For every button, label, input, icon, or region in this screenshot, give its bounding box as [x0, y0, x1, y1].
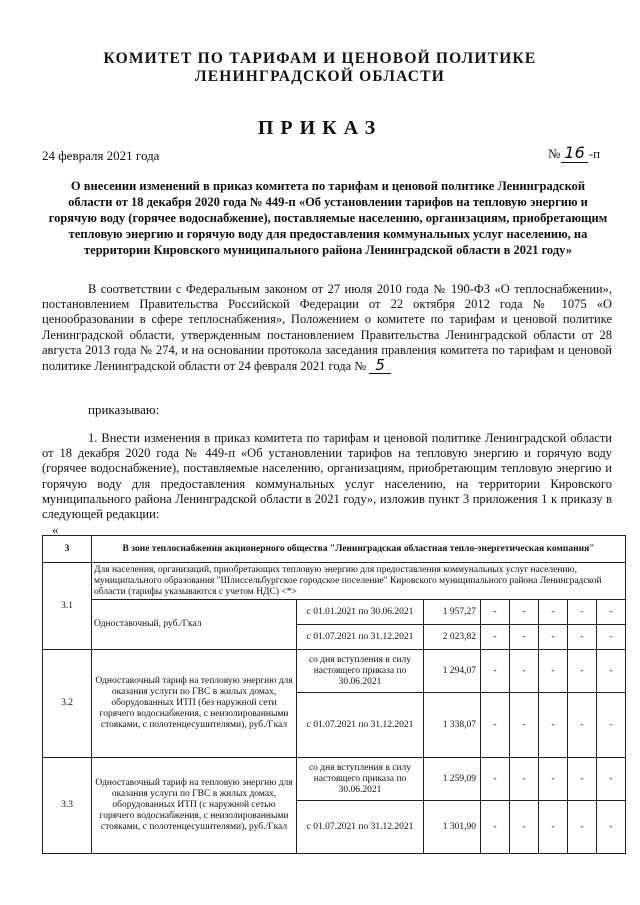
dash-cell: - — [568, 625, 597, 650]
committee-header — [0, 50, 640, 86]
order-date: 24 февраля 2021 года — [42, 148, 160, 163]
dash-cell: - — [510, 650, 539, 693]
number-prefix: № — [548, 146, 561, 161]
dash-cell: - — [568, 650, 597, 693]
value-cell: 1 259,09 — [424, 758, 481, 801]
order-word: приказываю: — [88, 402, 160, 417]
dash-cell: - — [597, 600, 626, 625]
dash-cell: - — [481, 801, 510, 854]
handwritten-number: 16 — [561, 143, 587, 163]
tariff-description: Одноставочный тариф на тепловую энергию для оказания услуги по ГВС в жилых домах, оборудованных ИТП (без наружной сети горячего водоснабжения, с неизолированными стояками, с полотенцесушителями), руб./Гкал — [92, 650, 297, 758]
dash-cell: - — [510, 625, 539, 650]
section-number: 3 — [43, 536, 92, 563]
header-line-2: ЛЕНИНГРАДСКОЙ ОБЛАСТИ — [195, 68, 445, 85]
dash-cell: - — [510, 758, 539, 801]
dash-cell: - — [539, 625, 568, 650]
value-cell: 2 023,82 — [424, 625, 481, 650]
dash-cell: - — [597, 758, 626, 801]
table-row — [43, 650, 626, 693]
row-number: 3.2 — [43, 650, 92, 758]
tariff-description: Одноставочный, руб./Гкал — [92, 600, 297, 650]
table-row — [43, 600, 626, 625]
dash-cell: - — [568, 801, 597, 854]
dash-cell: - — [568, 758, 597, 801]
dash-cell: - — [510, 801, 539, 854]
period-cell: с 01.01.2021 по 30.06.2021 — [297, 600, 424, 625]
table-row — [43, 758, 626, 801]
period-cell: с 01.07.2021 по 31.12.2021 — [297, 625, 424, 650]
dash-cell: - — [539, 650, 568, 693]
dash-cell: - — [539, 758, 568, 801]
period-cell: с 01.07.2021 по 31.12.2021 — [297, 801, 424, 854]
tariff-table — [42, 535, 626, 854]
value-cell: 1 338,07 — [424, 693, 481, 758]
dash-cell: - — [597, 693, 626, 758]
open-quote: « — [52, 522, 59, 537]
period-cell: с 01.07.2021 по 31.12.2021 — [297, 693, 424, 758]
row-number: 3.3 — [43, 758, 92, 854]
dash-cell: - — [597, 650, 626, 693]
table-row — [43, 536, 626, 563]
dash-cell: - — [539, 600, 568, 625]
dash-cell: - — [597, 625, 626, 650]
section-title: В зоне теплоснабжения акционерного общества "Ленинградская областная тепло-энергетическая компания" — [92, 536, 626, 563]
dash-cell: - — [481, 600, 510, 625]
preamble-text: В соответствии с Федеральным законом от 27 июля 2010 года № 190-ФЗ «О теплоснабжении», постановлением Правительства Российской Федерации от 22 октября 2012 года № 1075 «О ценообразовании в сфере теплоснабжения», Положением о комитете по тарифам и ценовой политике Ленинградской области, утвержденным постановлением Правительства Ленинградской области от 28 августа 2013 года № 274, и на основании протокола заседания правления комитета по тарифам и ценовой политике Ленинградской области от 24 февраля 2021 года № — [42, 282, 612, 374]
dash-cell: - — [597, 801, 626, 854]
order-title: ПРИКАЗ — [257, 117, 383, 139]
item-1-paragraph — [42, 431, 612, 522]
dash-cell: - — [510, 600, 539, 625]
dash-cell: - — [510, 693, 539, 758]
dash-cell: - — [539, 801, 568, 854]
header-line-1: КОМИТЕТ ПО ТАРИФАМ И ЦЕНОВОЙ ПОЛИТИКЕ — [103, 50, 537, 67]
order-number — [548, 143, 600, 163]
dash-cell: - — [568, 693, 597, 758]
dash-cell: - — [568, 600, 597, 625]
number-suffix: -п — [588, 146, 601, 161]
group-description: Для населения, организаций, приобретающих тепловую энергию для предоставления коммунальных услуг населению, муниципального образования "Шлиссельбургское городское поселение" Кировского муниципального района Ленинградской области (тарифы указываются с учетом НДС) <*> — [92, 563, 626, 600]
dash-cell: - — [481, 650, 510, 693]
dash-cell: - — [539, 693, 568, 758]
period-cell: со дня вступления в силу настоящего приказа по 30.06.2021 — [297, 758, 424, 801]
order-subject: О внесении изменений в приказ комитета по тарифам и ценовой политике Ленинградской области от 18 декабря 2020 года № 449-п «Об установлении тарифов на тепловую энергию и горячую воду (горячее водоснабжение), поставляемые населению, организациям, приобретающим тепловую энергию и горячую воду для предоставления коммунальных услуг населению, на территории Кировского муниципального района Ленинградской области в 2021 году» — [48, 179, 608, 257]
value-cell: 1 301,90 — [424, 801, 481, 854]
value-cell: 1 294,07 — [424, 650, 481, 693]
dash-cell: - — [481, 625, 510, 650]
item-1-text: 1. Внести изменения в приказ комитета по тарифам и ценовой политике Ленинградской области от 18 декабря 2020 года № 449-п «Об установлении тарифов на тепловую энергию и горячую воду (горячее водоснабжение), поставляемые населению, организациям, приобретающим тепловую энергию и горячую воду для предоставления коммунальных услуг населению, на территории Кировского муниципального района Ленинградской области в 2021 году», изложив пункт 3 приложения 1 к приказу в следующей редакции: — [42, 431, 612, 522]
tariff-description: Одноставочный тариф на тепловую энергию для оказания услуги по ГВС в жилых домах, оборудованных ИТП (с наружной сетью горячего водоснабжения, с неизолированными стояками, с полотенцесушителями), руб./Гкал — [92, 758, 297, 854]
table-row — [43, 563, 626, 600]
dash-cell: - — [481, 693, 510, 758]
dash-cell: - — [481, 758, 510, 801]
handwritten-protocol-number: 5 — [369, 358, 391, 374]
value-cell: 1 957,27 — [424, 600, 481, 625]
row-number: 3.1 — [43, 563, 92, 650]
preamble-paragraph — [42, 282, 612, 374]
period-cell: со дня вступления в силу настоящего приказа по 30.06.2021 — [297, 650, 424, 693]
